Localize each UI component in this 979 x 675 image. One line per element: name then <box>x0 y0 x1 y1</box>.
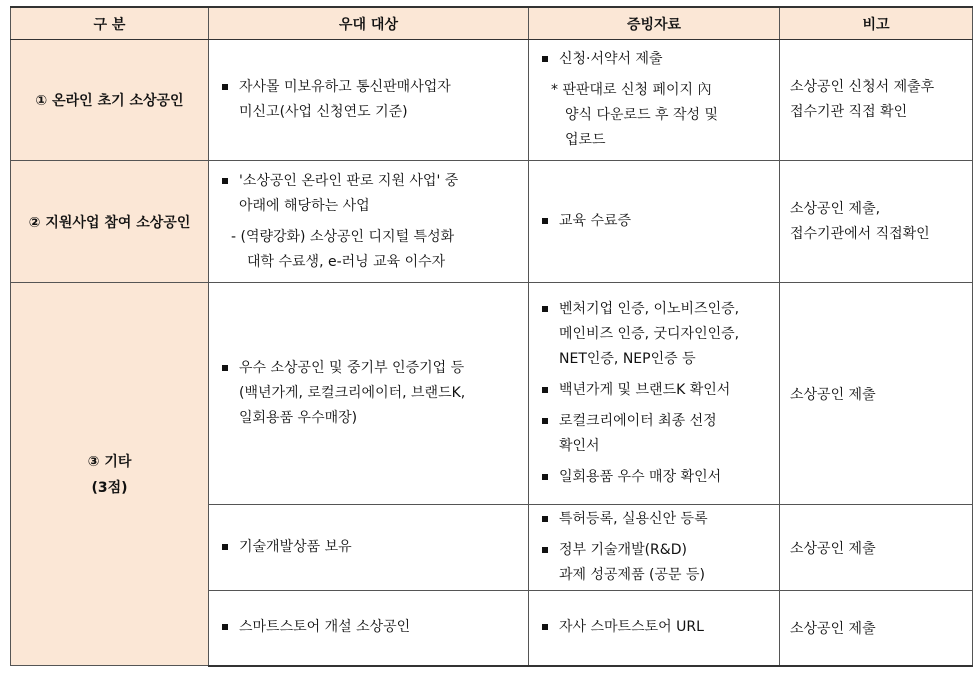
header-category: 구 분 <box>11 7 209 40</box>
text-line: 교육 수료증 <box>559 213 632 229</box>
text-line: 일회용품 우수 매장 확인서 <box>559 469 722 485</box>
text-line: 과제 성공제품 (공문 등) <box>559 567 705 583</box>
text-line: 접수기관에서 직접확인 <box>790 225 930 242</box>
remarks-cell <box>780 161 973 283</box>
category-other-points: (3점) <box>91 480 128 496</box>
evidence-note <box>539 78 769 153</box>
text-line: 스마트스토어 개설 소상공인 <box>239 619 411 636</box>
category-online-early: ① 온라인 초기 소상공인 <box>11 40 209 161</box>
header-row <box>11 7 973 40</box>
text-line: 정부 기술개발(R&D) <box>559 542 687 558</box>
target-cell <box>209 40 529 161</box>
evidence-bullet <box>539 615 769 640</box>
text-line: 접수기관 직접 확인 <box>790 104 908 120</box>
evidence-bullet <box>539 47 769 72</box>
evidence-cell <box>529 40 780 161</box>
remarks-cell: 소상공인 제출 <box>780 283 973 505</box>
row-support-program <box>11 161 973 283</box>
header-target: 우대 대상 <box>209 7 529 40</box>
evidence-cell <box>529 505 780 591</box>
text-line: - (역량강화) 소상공인 디지털 특성화 <box>231 228 455 245</box>
text-line: 확인서 <box>559 438 600 454</box>
evidence-cell <box>529 161 780 283</box>
text-line: 백년가게 및 브랜드K 확인서 <box>559 382 731 398</box>
preference-table <box>10 6 973 667</box>
remarks-cell: 소상공인 제출 <box>780 591 973 666</box>
text-line: 대학 수료생, e-러닝 교육 이수자 <box>247 253 446 270</box>
text-line: 자사몰 미보유하고 통신판매사업자 <box>239 79 451 95</box>
target-bullet <box>219 75 518 125</box>
evidence-bullet <box>539 378 769 403</box>
text-line: 로컬크리에이터 최종 선정 <box>559 413 717 429</box>
text-line: 아래에 해당하는 사업 <box>239 197 370 214</box>
text-line: 벤처기업 인증, 이노비즈인증, <box>559 301 740 317</box>
row-other-a <box>11 283 973 505</box>
evidence-cell <box>529 591 780 666</box>
text-line: 소상공인 제출, <box>790 200 881 217</box>
text-line: 특허등록, 실용신안 등록 <box>559 511 708 527</box>
category-support-program: ② 지원사업 참여 소상공인 <box>11 161 209 283</box>
text-line: 메인비즈 인증, 굿디자인인증, <box>559 326 740 342</box>
category-other-label: ③ 기타 <box>87 454 132 470</box>
target-bullet <box>219 535 518 560</box>
text-line: 소상공인 신청서 제출후 <box>790 79 935 95</box>
text-line: * 판판대로 신청 페이지 內 <box>551 82 712 98</box>
target-cell <box>209 591 529 666</box>
evidence-bullet <box>539 409 769 459</box>
text-line: 기술개발상품 보유 <box>239 539 352 555</box>
text-line: (백년가게, 로컬크리에이터, 브랜드K, <box>239 385 466 401</box>
text-line: 자사 스마트스토어 URL <box>559 619 704 636</box>
category-other <box>11 283 209 666</box>
target-bullet <box>219 169 518 219</box>
remarks-cell: 소상공인 제출 <box>780 505 973 591</box>
evidence-bullet <box>539 209 769 234</box>
target-bullet <box>219 356 518 431</box>
text-line: '소상공인 온라인 판로 지원 사업' 중 <box>239 172 459 189</box>
target-cell <box>209 161 529 283</box>
text-line: 업로드 <box>565 132 606 148</box>
text-line: 미신고(사업 신청연도 기준) <box>239 104 408 120</box>
header-remarks: 비고 <box>780 7 973 40</box>
target-bullet <box>219 615 518 640</box>
text-line: 우수 소상공인 및 중기부 인증기업 등 <box>239 360 465 376</box>
target-cell <box>209 283 529 505</box>
evidence-bullet <box>539 465 769 490</box>
text-line: 일회용품 우수매장) <box>239 410 358 426</box>
text-line: 신청·서약서 제출 <box>559 51 663 67</box>
target-cell <box>209 505 529 591</box>
evidence-bullet <box>539 297 769 372</box>
target-sub-item <box>219 225 518 275</box>
evidence-bullet <box>539 507 769 532</box>
evidence-cell <box>529 283 780 505</box>
row-online-early <box>11 40 973 161</box>
text-line: 양식 다운로드 후 작성 및 <box>565 107 719 123</box>
remarks-cell <box>780 40 973 161</box>
evidence-bullet <box>539 538 769 588</box>
text-line: NET인증, NEP인증 등 <box>559 351 696 367</box>
header-evidence: 증빙자료 <box>529 7 780 40</box>
